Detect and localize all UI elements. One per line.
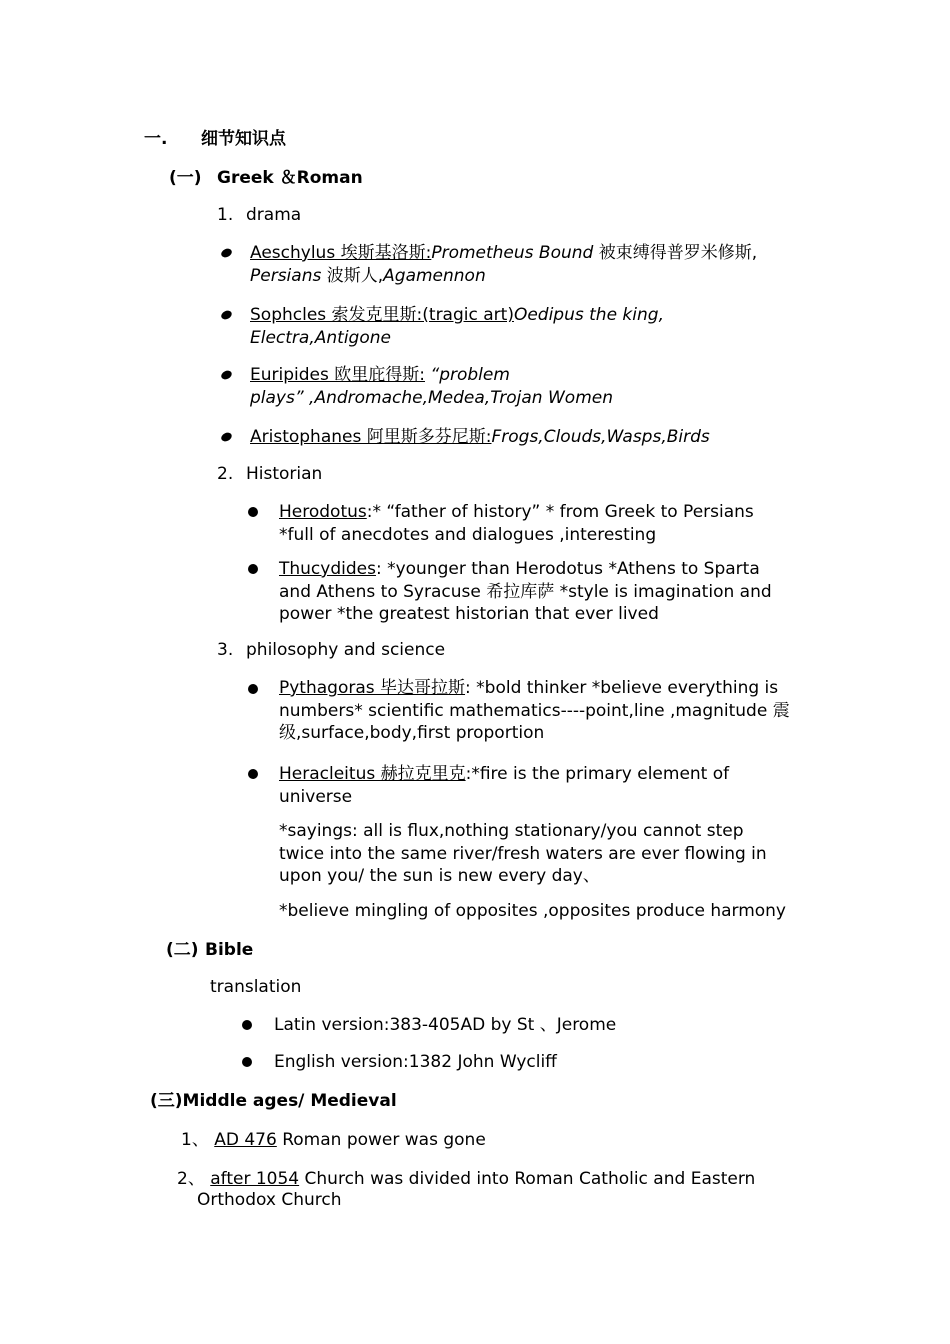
item-text: Orthodox Church (197, 1190, 342, 1210)
item-text: *full of anecdotes and dialogues ,interesting (279, 524, 657, 545)
list-item (279, 501, 819, 546)
philosopher-name: Pythagoras 毕达哥拉斯 (279, 678, 466, 698)
date-text: AD 476 (214, 1130, 277, 1150)
item-text: universe (279, 786, 353, 807)
author-name: Aristophanes 阿里斯多芬尼斯: (250, 427, 492, 447)
bullet-icon (248, 769, 258, 779)
list-number: 3. (217, 640, 234, 660)
section-number: 一. (144, 129, 168, 149)
list-number: 2、 (177, 1169, 205, 1189)
work-title: Agamennon (383, 265, 486, 286)
work-title: “problem (424, 365, 510, 385)
list-item (279, 558, 819, 626)
item-text: power *the greatest historian that ever lived (279, 604, 659, 624)
list-item: Latin version:383-405AD by St 、Jerome (274, 1015, 617, 1035)
bullet-icon (242, 1020, 252, 1030)
item-text: *sayings: all is flux,nothing stationary/you cannot step (279, 821, 744, 841)
bullet-icon (242, 1057, 252, 1067)
date-text: after 1054 (210, 1169, 300, 1189)
item-text: Roman power was gone (276, 1130, 486, 1150)
subsection-title: Greek ＆Roman (217, 168, 363, 188)
list-number: 2. (217, 464, 234, 484)
bullet-icon (220, 247, 233, 259)
author-name: Aeschylus 埃斯基洛斯: (250, 243, 432, 263)
list-heading: philosophy and science (246, 640, 446, 660)
subsection-title: Bible (205, 940, 254, 960)
item-text: and Athens to Syracuse 希拉库萨 *style is imagination and (279, 581, 772, 602)
historian-name: Thucydides (279, 559, 376, 579)
subsection-title: (三)Middle ages/ Medieval (150, 1091, 397, 1111)
item-text: Church was divided into Roman Catholic and Eastern (299, 1169, 756, 1189)
work-title: plays” ,Andromache,Medea,Trojan Women (250, 387, 613, 408)
item-text: :*fire is the primary element of (465, 764, 730, 784)
bullet-icon (248, 564, 258, 574)
item-text: twice into the same river/fresh waters are ever flowing in (279, 843, 767, 864)
bullet-icon (220, 369, 233, 381)
list-number: 1、 (181, 1130, 209, 1150)
list-number: 1. (217, 205, 234, 225)
item-text: 波斯人, (321, 265, 384, 286)
list-heading: Historian (246, 464, 323, 484)
list-heading: translation (210, 977, 302, 997)
item-text: :* “father of history” * from Greek to Persians (366, 502, 754, 522)
list-item (250, 242, 810, 287)
list-item (250, 364, 810, 409)
list-item: English version:1382 John Wycliff (274, 1052, 557, 1072)
list-heading: drama (246, 205, 302, 225)
bullet-icon (220, 431, 233, 443)
item-text: upon you/ the sun is new every day、 (279, 866, 600, 886)
list-item (181, 1129, 486, 1151)
work-title: Persians (250, 265, 322, 286)
sayings-paragraph (279, 820, 819, 888)
work-title: Prometheus Bound (431, 243, 594, 263)
item-text: : *bold thinker *believe everything is (465, 678, 779, 698)
author-name: Sophcles 索发克里斯:(tragic art) (250, 305, 514, 325)
list-item (279, 677, 819, 745)
work-title: Electra,Antigone (250, 327, 391, 348)
item-text: numbers* scientific mathematics----point,line ,magnitude 震 (279, 700, 790, 721)
item-text: 被束缚得普罗米修斯, (593, 243, 758, 263)
historian-name: Herodotus (279, 502, 367, 522)
author-name: Euripides 欧里庇得斯: (250, 365, 425, 385)
list-item (177, 1168, 755, 1190)
bullet-icon (220, 309, 233, 321)
subsection-number: (二) (166, 940, 199, 960)
item-text: 级,surface,body,first proportion (279, 723, 545, 743)
bullet-icon (248, 507, 258, 517)
philosopher-name: Heracleitus 赫拉克里克 (279, 764, 466, 784)
list-item (279, 763, 819, 808)
believe-paragraph: *believe mingling of opposites ,opposites produce harmony (279, 901, 786, 921)
work-title: Frogs,Clouds,Wasps,Birds (491, 427, 710, 447)
list-item (250, 304, 810, 349)
bullet-icon (248, 684, 258, 694)
list-item (250, 426, 810, 449)
section-title: 细节知识点 (201, 129, 286, 149)
work-title: Oedipus the king, (513, 305, 664, 325)
item-text: : *younger than Herodotus *Athens to Sparta (375, 559, 760, 579)
subsection-number: (一) (169, 168, 202, 188)
